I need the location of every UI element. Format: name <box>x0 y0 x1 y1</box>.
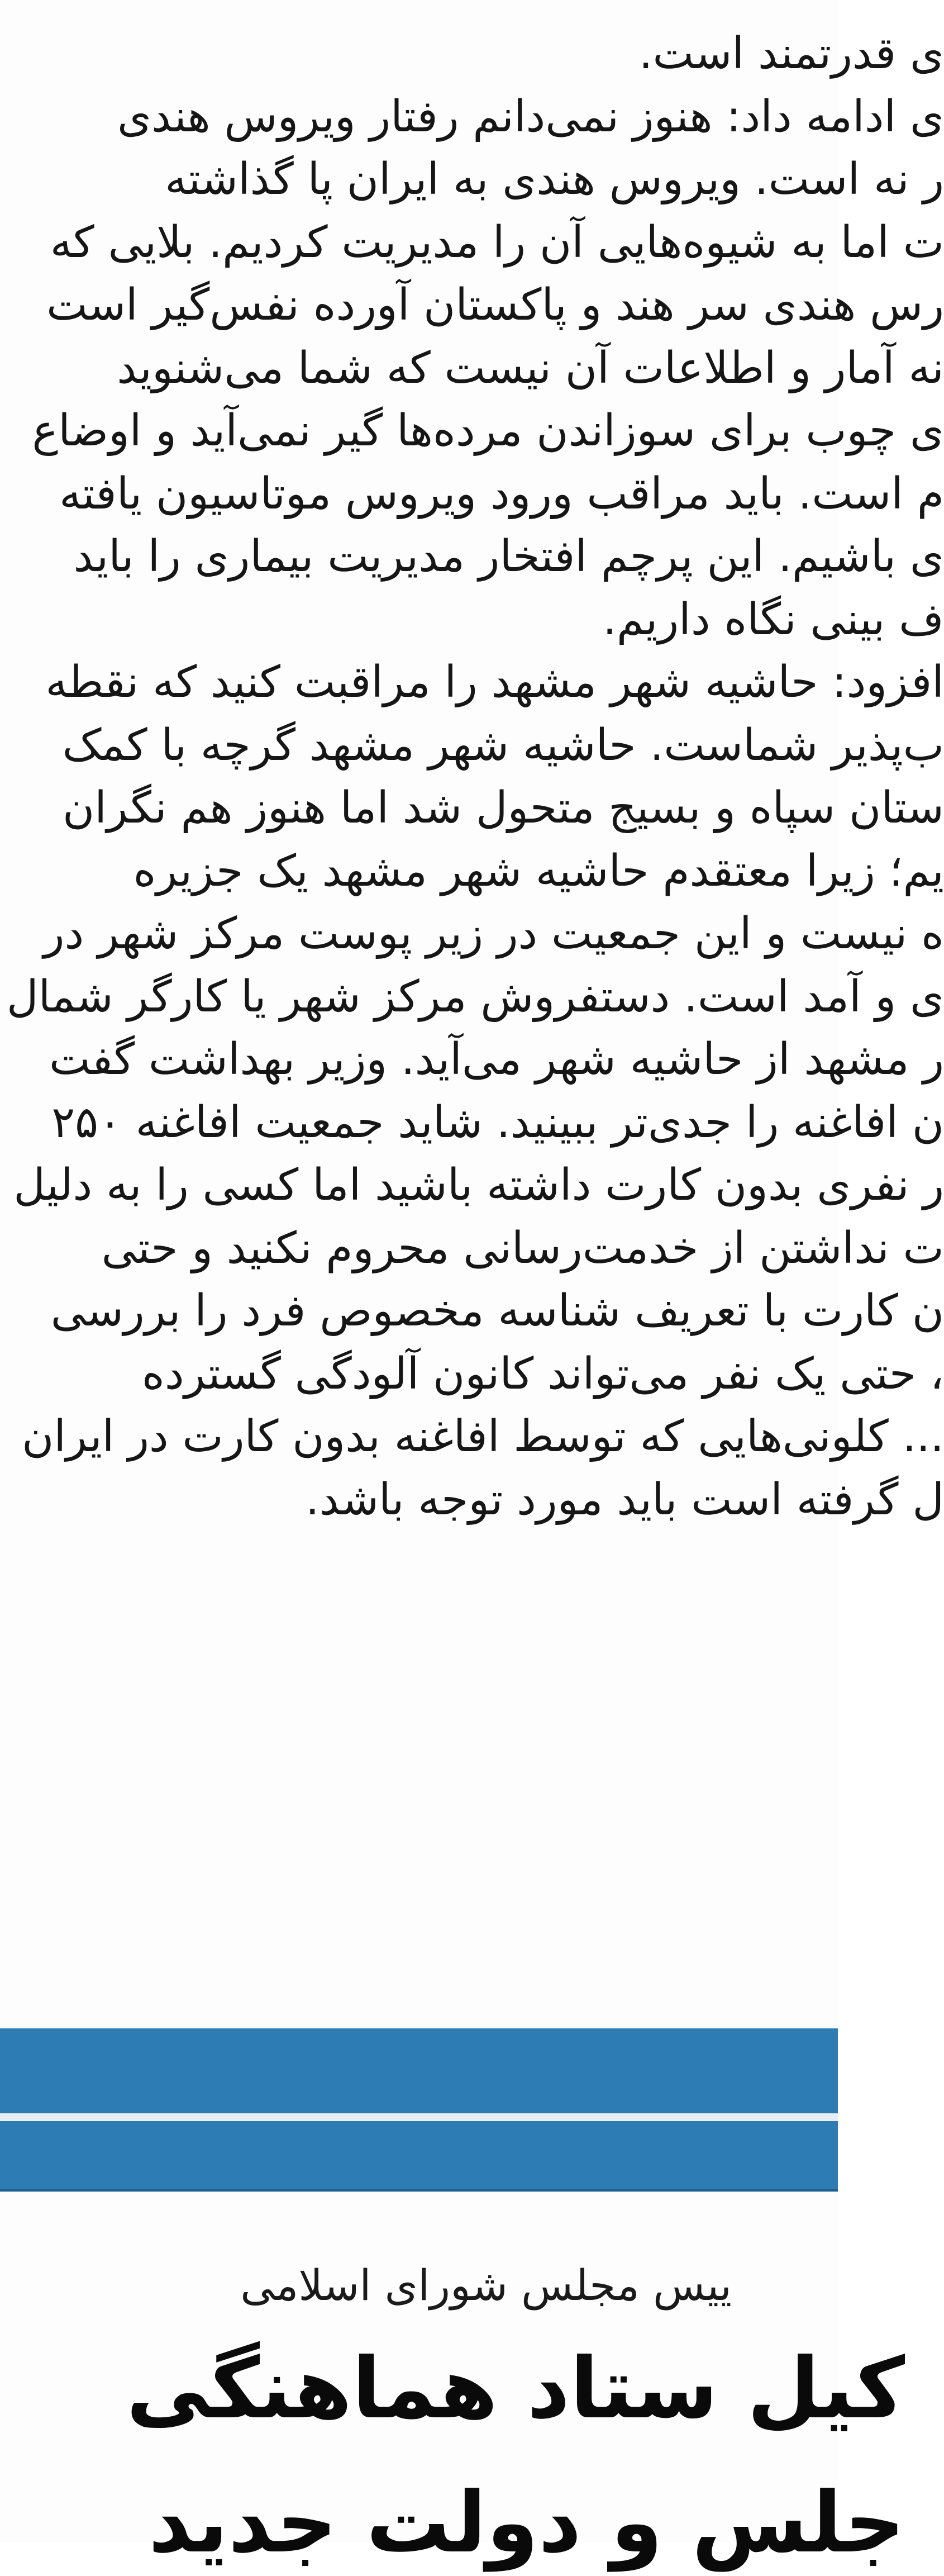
article-line: ت نداشتن از خدمت‌رسانی محروم نکنید و حتی <box>101 1223 944 1273</box>
section-divider-band <box>0 2028 838 2190</box>
article-line: ر مشهد از حاشیه شهر می‌آید. وزیر بهداشت گفت <box>49 1034 944 1085</box>
article-line: ر نفری بدون کارت داشته باشید اما کسی را به دلیل <box>13 1160 944 1210</box>
article-body <box>6 22 944 1531</box>
article-line: ن افاغنه را جدی‌تر ببینید. شاید جمعیت افاغنه ۲۵۰ <box>51 1097 944 1148</box>
article-line: ی باشیم. این پرچم افتخار مدیریت بیماری را باید <box>73 531 944 582</box>
article-line: ی چوب برای سوزاندن مرده‌ها گیر نمی‌آید و اوضاع <box>32 406 944 456</box>
article-line: یم؛ زیرا معتقدم حاشیه شهر مشهد یک جزیره <box>133 845 944 896</box>
article-line: ف بینی نگاه داریم. <box>603 594 944 645</box>
article-line: رس هندی سر هند و پاکستان آورده نفس‌گیر است <box>46 280 944 330</box>
article-line: ر نه است. ویروس هندی به ایران پا گذاشته <box>165 154 944 205</box>
next-article-headline-line-1: کیل ستاد هماهنگی <box>126 2340 905 2437</box>
next-article-headline-line-2: جلس و دولت جدید <box>148 2474 905 2572</box>
article-line: ت اما به شیوه‌هایی آن را مدیریت کردیم. بلایی که <box>50 217 944 268</box>
article-line: ن کارت با تعریف شناسه مخصوص فرد را بررسی <box>50 1286 944 1336</box>
article-line: ه نیست و این جمعیت در زیر پوست مرکز شهر در <box>43 909 944 959</box>
divider-bottom-line <box>0 2189 838 2192</box>
article-line: نه آمار و اطلاعات آن نیست که شما می‌شنوید <box>117 343 944 393</box>
article-line: ی و آمد است. دستفروش مرکز شهر یا کارگر شمال <box>6 971 944 1022</box>
article-line: ب‌پذیر شماست. حاشیه شهر مشهد گرچه با کمک <box>62 720 944 771</box>
article-line: ل گرفته است باید مورد توجه باشد. <box>305 1474 944 1525</box>
next-article-kicker: ییس مجلس شورای اسلامی <box>240 2260 732 2310</box>
article-line: ، حتی یک نفر می‌تواند کانون آلودگی گسترده <box>141 1348 944 1399</box>
article-line: ... کلونی‌هایی که توسط افاغنه بدون کارت در ایران <box>22 1411 944 1462</box>
article-line: ی ادامه داد: هنوز نمی‌دانم رفتار ویروس هندی <box>117 91 944 142</box>
divider-rule <box>0 2113 838 2121</box>
article-line: افزود: حاشیه شهر مشهد را مراقبت کنید که نقطه <box>45 657 944 707</box>
article-line: ی قدرتمند است. <box>638 28 944 79</box>
article-line: م است. باید مراقب ورود ویروس موتاسیون یافته <box>59 468 944 519</box>
article-line: ستان سپاه و بسیج متحول شد اما هنوز هم نگران <box>62 783 944 833</box>
